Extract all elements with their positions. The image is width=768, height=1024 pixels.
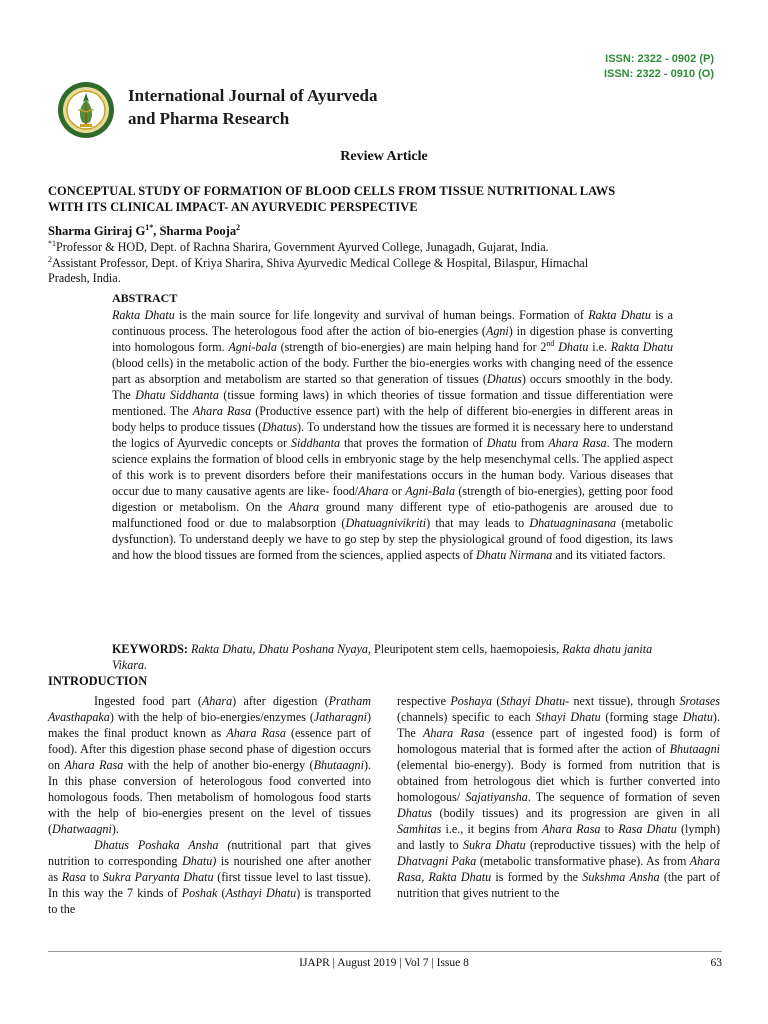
abstract-text: Rakta Dhatu is the main source for life longevity and survival of human beings. Formation of Rakta Dhatu is a continuous process. The heterologous food after the action of bio-energies (Agni) in digestion phase is converting into homologous form. Agni-bala (strength of bio-energies) are main helping hand for 2nd Dhatu i.e. Rakta Dhatu (blood cells) in the metabolic action of the body. Further the bio-energies works with changing need of the essence part as absorption and metabolism are started so that generation of tissues (Dhatus) occurs smoothly in the body. The Dhatu Siddhanta (tissue forming laws) in which theories of tissue formation and tissue differentiation were mentioned. The Ahara Rasa (Productive essence part) with the help of different bio-energies in different areas in body helps to produce tissues (Dhatus). To understand how the tissues are formed it is necessary here to understand the logics of Ayurvedic concepts or Siddhanta that proves the formation of Dhatu from Ahara Rasa. The modern science explains the formation of blood cells in embryonic stage by the help mesenchymal cells. The applied aspect of this work is to prevent disorders before their manifestations occurs in the human body. Various diseases that occur due to many causative agents are like- food/Ahara or Agni-Bala (strength of bio-energies), getting poor food digestion or metabolism. On the Ahara ground many different type of etio-pathogenis are aroused due to malfunctioned food or due to malabsorption (Dhatuagnivikriti) that may leads to Dhatuagninasana (metabolic dysfunction). To understand deeply we have to go step by step the physiological ground of food digestion, its laws and how the blood tissues are formed from the sciences, applied aspects of Dhatu Nirmana and its vitiated factors. — [112, 308, 674, 562]
affiliation-2 — [48, 256, 718, 286]
affiliation-2-marker: 2 — [48, 254, 52, 264]
keywords: KEYWORDS: Rakta Dhatu, Dhatu Poshana Nyaya, Pleuripotent stem cells, haemopoiesis, Rakta dhatu janita Vikara. — [112, 642, 653, 672]
affiliation-2-line1: Assistant Professor, Dept. of Kriya Sharira, Shiva Ayurvedic Medical College & Hospital, Bilaspur, Himachal — [52, 256, 589, 270]
intro-paragraph-2: Dhatus Poshaka Ansha (nutritional part that gives nutrition to corresponding Dhatu) is nourished one after another as Rasa to Sukra Paryanta Dhatu (first tissue level to last tissue). In this way the 7 kinds of Poshak (Asthayi Dhatu) is transported to the — [48, 838, 371, 916]
author-list — [48, 224, 240, 239]
introduction-column-left — [48, 693, 371, 917]
author-separator: , — [153, 224, 160, 238]
intro-paragraph-1: Ingested food part (Ahara) after digestion (Pratham Avasthapaka) with the help of bio-energies/enzymes (Jatharagni) makes the final product known as Ahara Rasa (essence part of food). After this digestion phase second phase of digestion occurs on Ahara Rasa with the help of another bio-energy (Bhutaagni). In this phase conversion of heterologous food converted into homologous foods. Then metabolism of homologous food starts with the help of bio-energies present on the level of tissues (Dhatwaagni). — [48, 694, 372, 836]
keywords-label: KEYWORDS: — [112, 642, 188, 656]
footer-citation: IJAPR | August 2019 | Vol 7 | Issue 8 — [299, 957, 469, 969]
affiliation-1-text: Professor & HOD, Dept. of Rachna Sharira, Government Ayurved College, Junagadh, Gujarat, India. — [56, 240, 549, 254]
affiliation-1-marker: *1 — [48, 238, 56, 248]
journal-emblem-icon — [56, 80, 116, 140]
title-line2: WITH ITS CLINICAL IMPACT- AN AYURVEDIC PERSPECTIVE — [48, 200, 418, 214]
introduction-heading: INTRODUCTION — [48, 674, 148, 688]
journal-name-line2: and Pharma Research — [128, 109, 290, 128]
author-2: Sharma Pooja — [159, 224, 237, 238]
author-1: Sharma Giriraj G — [48, 224, 146, 238]
introduction-column-right — [397, 693, 720, 901]
issn-print: ISSN: 2322 - 0902 (P) — [605, 53, 714, 65]
journal-name — [128, 84, 378, 130]
journal-name-line1: International Journal of Ayurveda — [128, 86, 378, 105]
issn-online: ISSN: 2322 - 0910 (O) — [603, 68, 714, 80]
affiliation-2-line2: Pradesh, India. — [48, 271, 121, 285]
title-line1: CONCEPTUAL STUDY OF FORMATION OF BLOOD CELLS FROM TISSUE NUTRITIONAL LAWS — [48, 184, 616, 198]
author-1-marker: 1* — [145, 222, 154, 232]
issn-block — [604, 52, 714, 82]
article-type: Review Article — [340, 149, 428, 164]
footer-divider — [48, 951, 722, 952]
author-2-marker: 2 — [236, 222, 241, 232]
intro-paragraph-3: respective Poshaya (Sthayi Dhatu- next tissue), through Srotases (channels) specific to each Sthayi Dhatu (forming stage Dhatu). The Ahara Rasa (essence part of ingested food) is form of homologous material that is formed after the action of Bhutaagni (elemental bio-energy). Body is formed from nutrition that is obtained from hetrologous diet which is further converted into homologous/ Sajatiyansha. The sequence of formation of seven Dhatus (bodily tissues) and its progression are given in all Samhitas i.e., it begins from Ahara Rasa to Rasa Dhatu (lymph) and lastly to Sukra Dhatu (reproductive tissues) with the help of Dhatvagni Paka (metabolic transformative phase). As from Ahara Rasa, Rakta Dhatu is formed by the Sukshma Ansha (the part of nutrition that gives nutrient to the — [397, 694, 721, 900]
affiliation-1 — [48, 240, 718, 255]
article-title — [48, 183, 724, 215]
page-number: 63 — [710, 957, 722, 969]
abstract-heading: ABSTRACT — [112, 291, 178, 305]
